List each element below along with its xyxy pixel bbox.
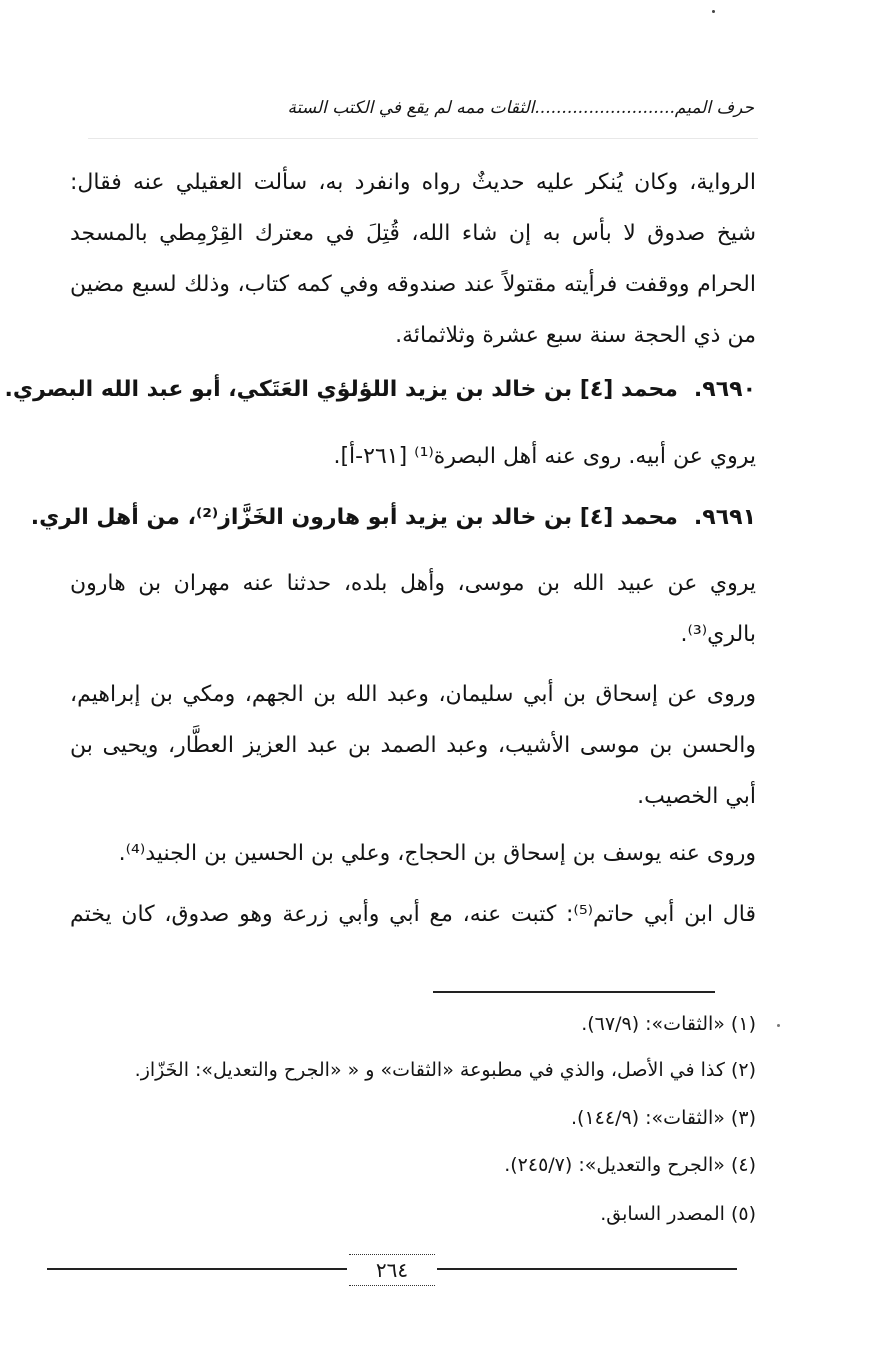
footer-rule-left xyxy=(47,1268,347,1270)
header-book-title: الثقات ممه لم يقع في الكتب الستة xyxy=(287,98,535,118)
entry-9691-also-narrated-from: وروى عن إسحاق بن أبي سليمان، وعبد الله بن الجهم، ومكي بن إبراهيم، والحسن بن موسى الأشيب، وعبد الصمد بن عبد العزيز العطَّار، ويحيى بن أبي الخصيب. xyxy=(70,682,756,809)
header-rule xyxy=(88,138,758,139)
entry-9691-ibn-abi-hatim: قال ابن أبي حاتم⁽⁵⁾: كتبت عنه، مع أبي وأبي زرعة وهو صدوق، كان يختم xyxy=(70,902,756,927)
footer-rule-right xyxy=(437,1268,737,1270)
header-chapter: حرف الميم xyxy=(674,98,754,118)
entry-name: محمد [٤] بن خالد بن يزيد اللؤلؤي العَتَكي، أبو عبد الله البصري. xyxy=(4,377,678,402)
entry-9691-title xyxy=(30,505,756,530)
margin-mark xyxy=(777,1024,780,1027)
speck-mark xyxy=(712,10,715,13)
running-header xyxy=(92,98,754,118)
footnote-3: (٣) «الثقات»: (١٤٤/٩). xyxy=(571,1107,756,1129)
footnote-1: (١) «الثقات»: (٦٧/٩). xyxy=(581,1013,756,1035)
entry-number: ٩٦٩١. xyxy=(693,505,756,530)
entry-9691-narrated-by: وروى عنه يوسف بن إسحاق بن الحجاج، وعلي بن الحسين بن الجنيد⁽⁴⁾. xyxy=(118,841,756,866)
footnote-separator xyxy=(433,991,715,993)
header-dots: .......................... xyxy=(534,98,675,118)
entry-9690-body: يروي عن أبيه. روى عنه أهل البصرة⁽¹⁾ [٢٦١-أ]. xyxy=(333,444,756,469)
page-footer xyxy=(47,1254,737,1284)
entry-9691-narrators-from: يروي عن عبيد الله بن موسى، وأهل بلده، حدثنا عنه مهران بن هارون بالري⁽³⁾. xyxy=(70,571,756,647)
footnote-4: (٤) «الجرح والتعديل»: (٢٤٥/٧). xyxy=(504,1154,756,1176)
page-number: ٢٦٤ xyxy=(349,1254,435,1286)
footnote-2: (٢) كذا في الأصل، والذي في مطبوعة «الثقات» و « «الجرح والتعديل»: الخَزّاز. xyxy=(134,1059,756,1081)
entry-name: محمد [٤] بن خالد بن يزيد أبو هارون الخَزَّاز⁽²⁾، من أهل الري. xyxy=(30,505,678,530)
footnote-5: (٥) المصدر السابق. xyxy=(600,1203,756,1225)
entry-number: ٩٦٩٠. xyxy=(693,377,756,402)
paragraph-continuation: الرواية، وكان يُنكر عليه حديثٌ رواه وانفرد به، سألت العقيلي عنه فقال: شيخ صدوق لا بأس به إن شاء الله، قُتِلَ في معترك القِرْمِطي بالمسجد الحرام ووقفت فرأيته مقتولاً عند صندوقه وفي كمه كتاب، وذلك لسبع مضين من ذي الحجة سنة سبع عشرة وثلاثمائة. xyxy=(70,170,756,348)
entry-9690-title xyxy=(4,377,756,402)
